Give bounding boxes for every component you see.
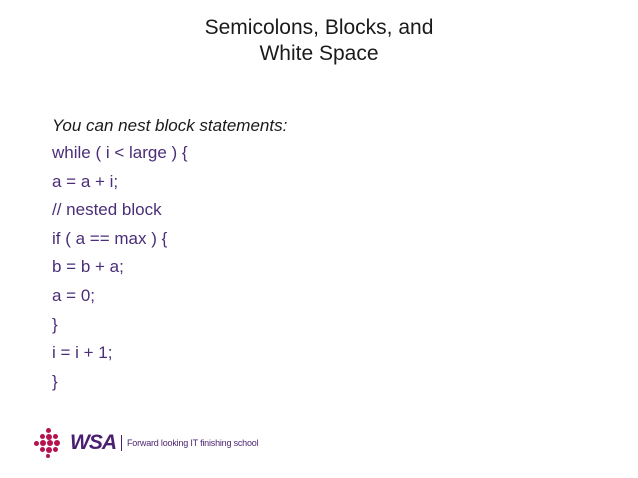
code-line: // nested block bbox=[52, 200, 162, 220]
code-line: if ( a == max ) { bbox=[52, 228, 168, 248]
logo-dots-icon bbox=[34, 428, 64, 458]
code-line: a = 0; bbox=[52, 285, 96, 305]
slide-title-line-2: White Space bbox=[259, 42, 379, 65]
intro-text: You can nest block statements: bbox=[52, 116, 288, 135]
code-line: i = i + 1; bbox=[52, 343, 113, 363]
slide-title bbox=[0, 15, 638, 67]
brand-name: WSA bbox=[70, 431, 116, 454]
slide-title-line-1: Semicolons, Blocks, and bbox=[204, 16, 434, 39]
code-line: b = b + a; bbox=[52, 257, 124, 277]
code-line: } bbox=[52, 314, 58, 334]
code-line: } bbox=[52, 371, 58, 391]
brand-tagline: Forward looking IT finishing school bbox=[127, 438, 259, 448]
code-block bbox=[52, 139, 612, 396]
code-line: while ( i < large ) { bbox=[52, 143, 188, 162]
slide-body bbox=[52, 112, 612, 396]
wsa-logo bbox=[34, 428, 258, 458]
code-line: a = a + i; bbox=[52, 171, 119, 191]
logo-divider bbox=[121, 435, 122, 451]
